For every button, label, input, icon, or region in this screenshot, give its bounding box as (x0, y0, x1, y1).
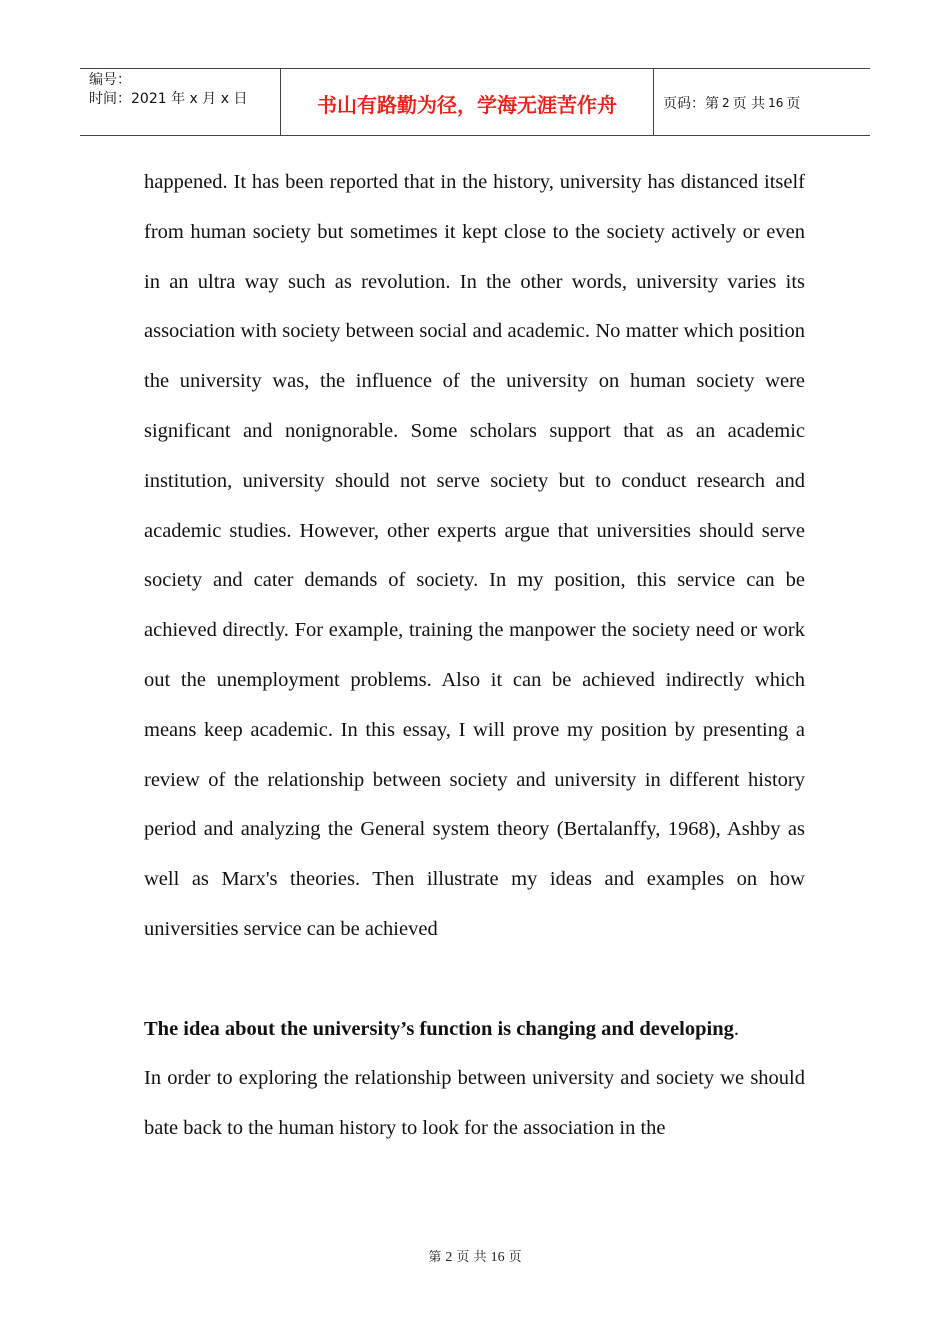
header-page-number (654, 69, 870, 135)
section-heading-text: The idea about the university’s function is changing and developing (144, 1017, 734, 1040)
document-body (144, 158, 805, 1154)
number-label: 编号： (89, 72, 131, 88)
header-motto: 书山有路勤为径，学海无涯苦作舟 (281, 69, 654, 135)
page-suffix: 页 (786, 96, 801, 112)
time-label: 时间：2021 年 x 月 x 日 (89, 91, 248, 107)
header-meta (80, 69, 281, 135)
body-paragraph-2: In order to exploring the relationship between university and society we should bate back to the human history to look for the association in the (144, 1067, 805, 1140)
section-heading (144, 1005, 805, 1055)
page-header (80, 68, 870, 136)
section-heading-period: . (733, 1017, 739, 1040)
page-total: 16 (768, 96, 784, 110)
footer-mid: 页 共 (456, 1250, 487, 1265)
page-footer (0, 1246, 950, 1266)
footer-prefix: 第 (428, 1250, 442, 1265)
footer-total: 16 (490, 1250, 505, 1265)
body-paragraph: happened. It has been reported that in the history, university has distanced itself from human society but sometimes it kept close to the society actively or even in an ultra way such as revolution. In the other words, university varies its association with society between social and academic. No matter which position the university was, the influence of the university on human society were significant and nonignorable. Some scholars support that as an academic institution, university should not serve society but to conduct research and academic studies. However, other experts argue that universities should serve society and cater demands of society. In my position, this service can be achieved directly. For example, training the manpower the society need or work out the unemployment problems. Also it can be achieved indirectly which means keep academic. In this essay, I will prove my position by presenting a review of the relationship between society and university in different history period and analyzing the General system theory (Bertalanffy, 1968), Ashby as well as Marx's theories. Then illustrate my ideas and examples on how universities service can be achieved (144, 171, 805, 940)
page-mid: 页 共 (732, 96, 766, 112)
footer-suffix: 页 (508, 1250, 522, 1265)
page-prefix: 页码：第 (663, 96, 719, 112)
page-current: 2 (722, 96, 730, 110)
footer-current: 2 (445, 1250, 453, 1265)
